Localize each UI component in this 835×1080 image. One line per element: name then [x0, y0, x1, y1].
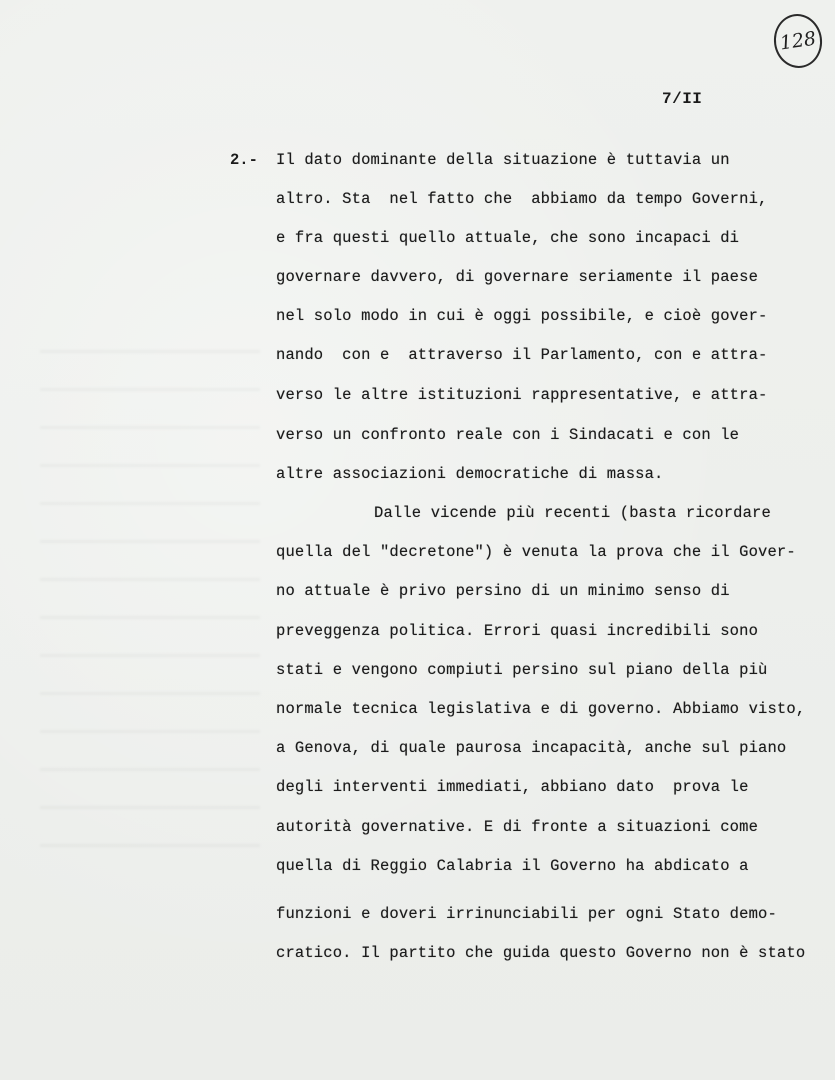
text-line-18: autorità governative. E di fronte a situazioni come — [276, 818, 759, 836]
text-line-2: altro. Sta nel fatto che abbiamo da tempo Governi, — [276, 190, 768, 208]
text-line-14: stati e vengono compiuti persino sul piano della più — [276, 661, 768, 679]
text-line-21: cratico. Il partito che guida questo Governo non è stato — [276, 944, 806, 962]
text-line-6: nando con e attraverso il Parlamento, con e attra- — [276, 346, 768, 364]
text-line-20: funzioni e doveri irrinunciabili per ogni Stato demo- — [276, 905, 777, 923]
text-line-1: Il dato dominante della situazione è tuttavia un — [276, 151, 730, 169]
text-line-13: preveggenza politica. Errori quasi incredibili sono — [276, 622, 759, 640]
text-line-12: no attuale è privo persino di un minimo senso di — [276, 582, 730, 600]
bleed-through-marks — [40, 350, 260, 850]
text-line-19: quella di Reggio Calabria il Governo ha abdicato a — [276, 857, 749, 875]
text-line-9: altre associazioni democratiche di massa. — [276, 465, 664, 483]
text-line-5: nel solo modo in cui è oggi possibile, e cioè gover- — [276, 307, 768, 325]
text-line-11: quella del "decretone") è venuta la prova che il Gover- — [276, 543, 796, 561]
text-line-4: governare davvero, di governare seriamente il paese — [276, 268, 759, 286]
text-line-17: degli interventi immediati, abbiano dato prova le — [276, 778, 749, 796]
text-line-16: a Genova, di quale paurosa incapacità, anche sul piano — [276, 739, 787, 757]
text-line-3: e fra questi quello attuale, che sono incapaci di — [276, 229, 740, 247]
text-line-10: Dalle vicende più recenti (basta ricordare — [374, 504, 771, 522]
text-line-15: normale tecnica legislativa e di governo. Abbiamo visto, — [276, 700, 806, 718]
text-line-7: verso le altre istituzioni rappresentative, e attra- — [276, 386, 768, 404]
text-line-8: verso un confronto reale con i Sindacati e con le — [276, 426, 740, 444]
section-marker: 2.- — [230, 151, 258, 169]
page-number: 7/II — [662, 90, 703, 108]
handwritten-page-stamp: 128 — [770, 11, 825, 71]
